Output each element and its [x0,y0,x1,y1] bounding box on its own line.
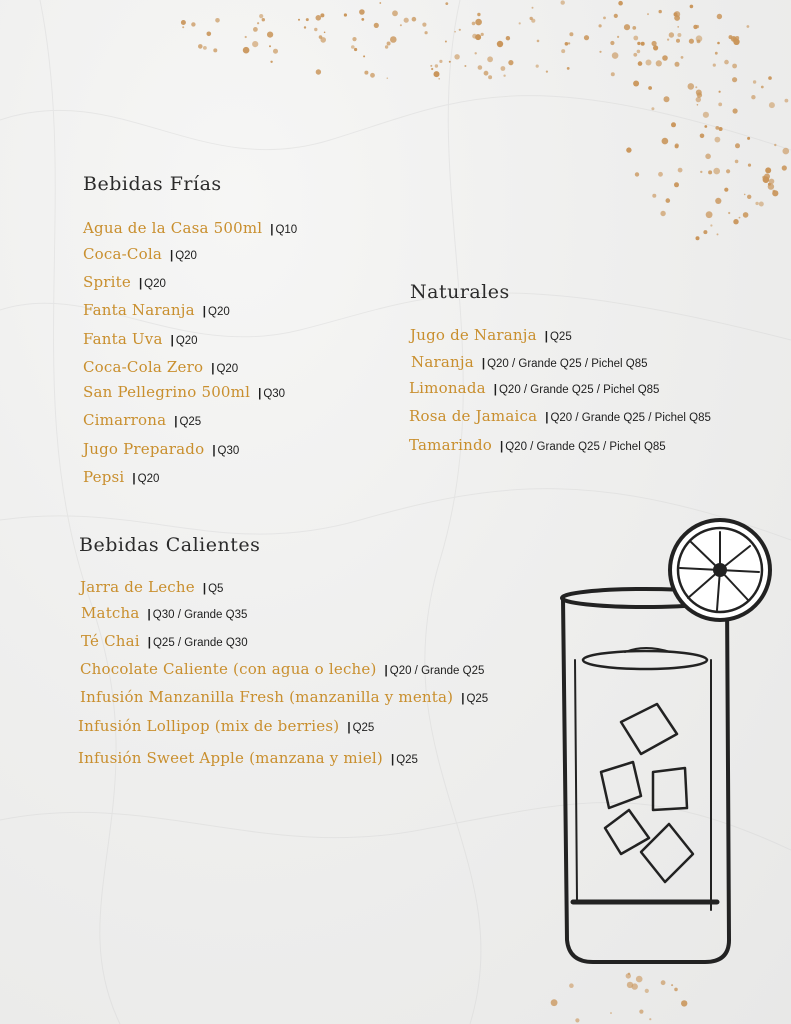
menu-item-name: Jugo Preparado [83,440,205,458]
menu-item-name: Infusión Sweet Apple (manzana y miel) [78,749,383,767]
menu-item [410,326,572,346]
menu-item [409,436,666,456]
menu-item-price: | Q20 [211,363,238,375]
menu-item-name: Sprite [83,273,131,291]
menu-item-name: Naranja [411,353,474,371]
menu-item-name: Jugo de Naranja [410,326,537,344]
menu-item-price: | Q10 [270,224,297,236]
menu-item [80,578,223,598]
menu-item-price: | Q30 [212,445,239,457]
menu-item-name: San Pellegrino 500ml [83,383,251,401]
menu-item [83,301,230,321]
menu-item [83,468,159,488]
menu-item [83,411,201,431]
menu-item-name: Fanta Uva [83,330,163,348]
menu-item [409,407,711,427]
menu-item [78,749,418,769]
menu-item [409,379,659,399]
menu-item-price: | Q20 [203,306,230,318]
section-title-frias: Bebidas Frías [83,173,222,195]
glass-with-lemon-icon [545,510,785,970]
menu-item-price: | Q5 [203,583,224,595]
menu-item [83,330,198,350]
menu-item-name: Tamarindo [409,436,493,454]
menu-item-name: Limonada [409,379,486,397]
section-title-naturales: Naturales [410,281,510,303]
menu-item [80,688,488,708]
menu-item-price: | Q25 [347,722,374,734]
menu-item [83,219,297,239]
menu-item [83,383,285,403]
menu-item-price: | Q20 / Grande Q25 [385,665,485,677]
menu-item-price: | Q30 / Grande Q35 [148,609,248,621]
menu-item-name: Chocolate Caliente (con agua o leche) [80,660,377,678]
menu-item [83,245,197,265]
menu-item [83,440,239,460]
menu-item-price: | Q25 [461,693,488,705]
menu-item-name: Infusión Lollipop (mix de berries) [78,717,340,735]
menu-item [80,660,484,680]
menu-item-name: Fanta Naranja [83,301,195,319]
menu-item-name: Jarra de Leche [80,578,195,596]
menu-item-price: | Q20 [171,335,198,347]
menu-item [83,273,166,293]
menu-item [411,353,648,373]
menu-item-name: Matcha [81,604,140,622]
menu-item-price: | Q20 [132,473,159,485]
section-title-calientes: Bebidas Calientes [79,534,261,556]
menu-item-price: | Q30 [258,388,285,400]
menu-item-price: | Q20 [139,278,166,290]
menu-item [83,358,238,378]
menu-item-name: Pepsi [83,468,125,486]
menu-item [78,717,374,737]
menu-item-price: | Q25 [174,416,201,428]
menu-item-name: Rosa de Jamaica [409,407,538,425]
menu-item-name: Infusión Manzanilla Fresh (manzanilla y menta) [80,688,454,706]
menu-item-price: | Q25 / Grande Q30 [148,637,248,649]
menu-item-price: | Q25 [545,331,572,343]
menu-item-price: | Q20 [170,250,197,262]
menu-item [81,604,247,624]
menu-item-name: Coca-Cola Zero [83,358,204,376]
menu-item-name: Coca-Cola [83,245,162,263]
menu-item-price: | Q20 / Grande Q25 / Pichel Q85 [494,384,660,396]
menu-item-price: | Q20 / Grande Q25 / Pichel Q85 [500,441,666,453]
menu-item-price: | Q20 / Grande Q25 / Pichel Q85 [482,358,648,370]
menu-item-name: Té Chai [81,632,140,650]
menu-item [81,632,248,652]
menu-item-name: Cimarrona [83,411,167,429]
menu-item-price: | Q20 / Grande Q25 / Pichel Q85 [545,412,711,424]
menu-item-name: Agua de la Casa 500ml [83,219,263,237]
menu-item-price: | Q25 [391,754,418,766]
